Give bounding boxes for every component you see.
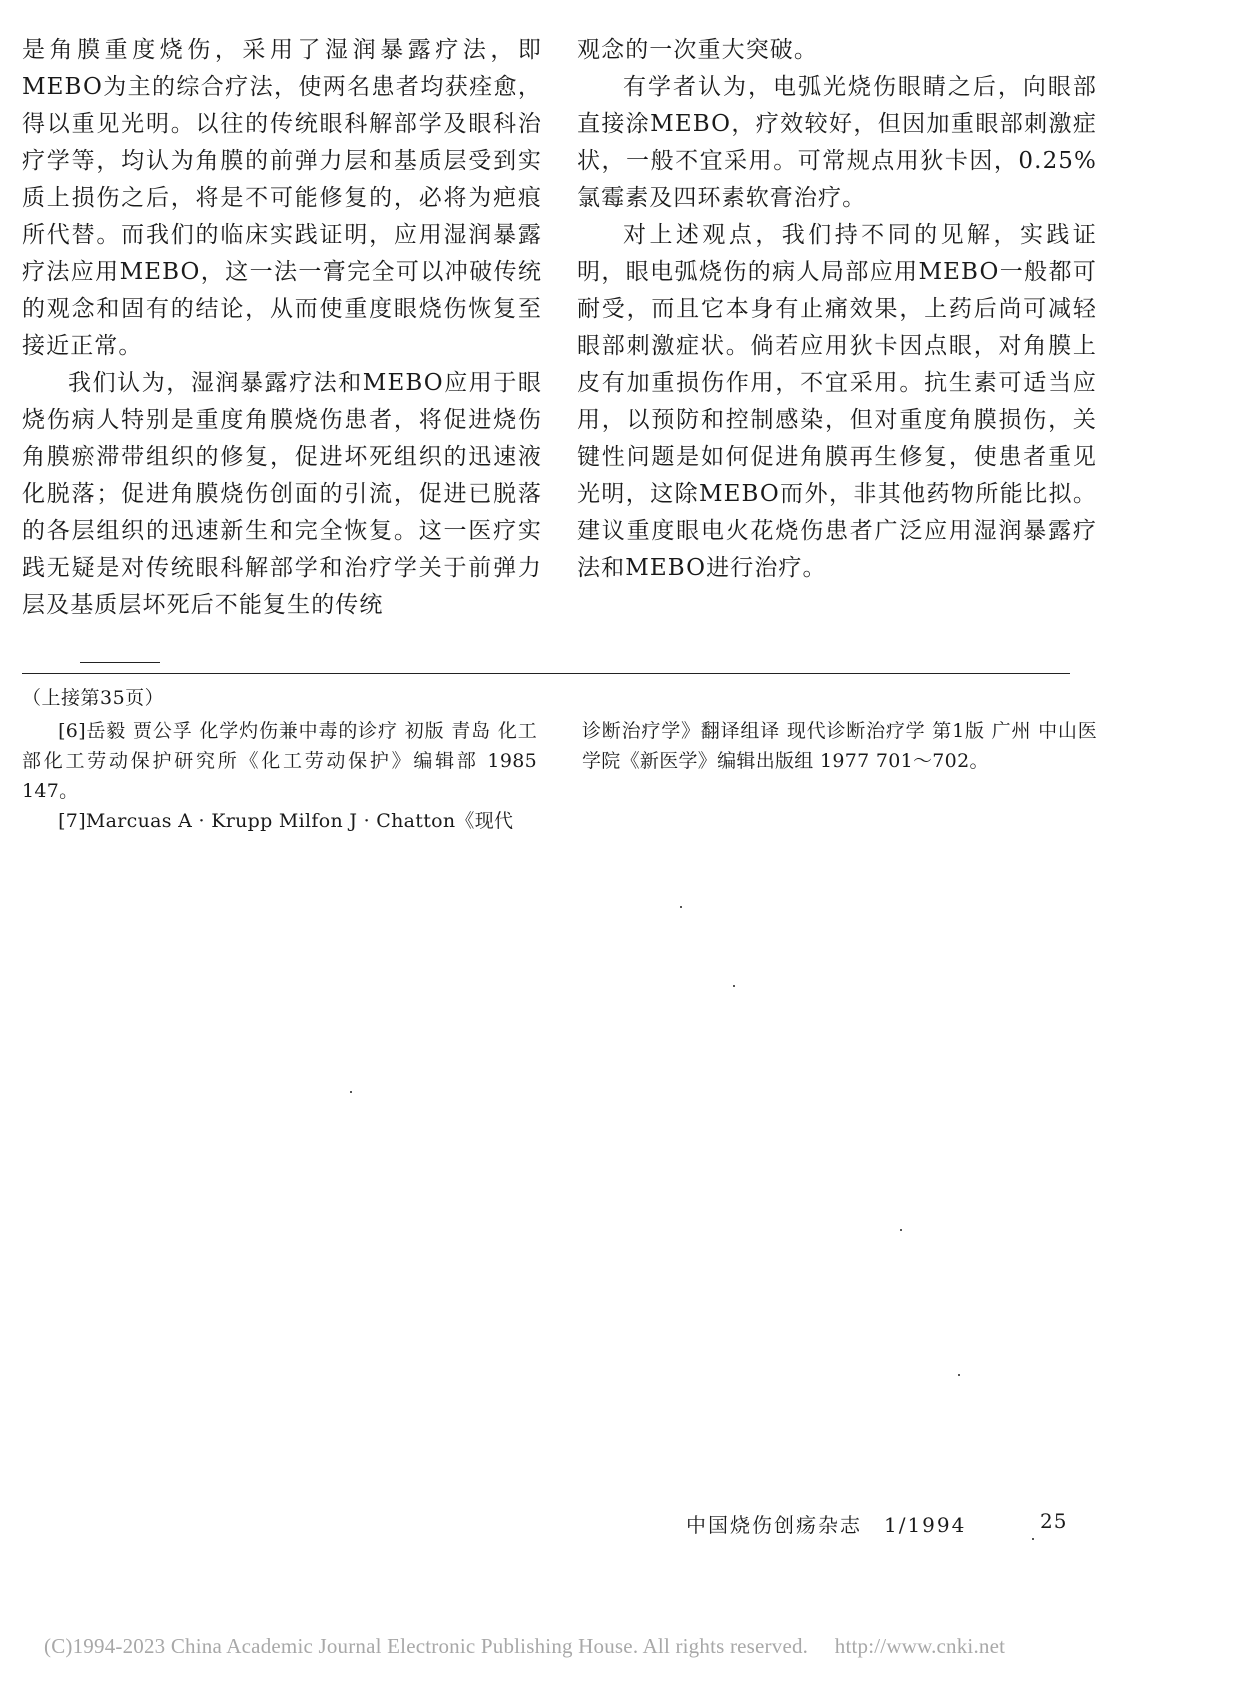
scan-speck — [733, 985, 735, 987]
copyright-watermark: (C)1994-2023 China Academic Journal Electronic Publishing House. All rights reserved. http://www.cnki.net — [44, 1634, 1006, 1658]
separator-rule-short — [80, 662, 160, 663]
article-paragraph: 我们认为，湿润暴露疗法和MEBO应用于眼烧伤病人特别是重度角膜烧伤患者，将促进烧伤角膜瘀滞带组织的修复，促进坏死组织的迅速液化脱落；促进角膜烧伤创面的引流，促进已脱落的各层组织的迅速新生和完全恢复。这一医疗实践无疑是对传统眼科解部学和治疗学关于前弹力层及基质层坏死后不能复生的传统 — [22, 370, 542, 618]
references-right-column — [582, 716, 1097, 776]
continued-note: （上接第35页） — [22, 687, 165, 709]
article-paragraph: 对上述观点，我们持不同的见解，实践证明，眼电弧烧伤的病人局部应用MEBO一般都可耐受，而且它本身有止痛效果，上药后尚可减轻眼部刺激症状。倘若应用狄卡因点眼，对角膜上皮有加重损伤作用，不宜采用。抗生素可适当应用，以预防和控制感染，但对重度角膜损伤，关键性问题是如何促进角膜再生修复，使患者重见光明，这除MEBO而外，非其他药物所能比拟。建议重度眼电火花烧伤患者广泛应用湿润暴露疗法和MEBO进行治疗。 — [577, 222, 1097, 581]
scan-speck — [1032, 1538, 1034, 1540]
reference-item: [6]岳毅 贾公孚 化学灼伤兼中毒的诊疗 初版 青岛 化工部化工劳动保护研究所《化工劳动保护》编辑部 1985 147。 — [22, 720, 537, 802]
scan-speck — [900, 1229, 902, 1231]
references-left-column — [22, 716, 537, 836]
scan-speck — [350, 1091, 352, 1093]
article-paragraph: 有学者认为，电弧光烧伤眼睛之后，向眼部直接涂MEBO，疗效较好，但因加重眼部刺激症状，一般不宜采用。可常规点用狄卡因，0.25%氯霉素及四环素软膏治疗。 — [577, 74, 1097, 211]
scan-speck — [680, 906, 682, 908]
separator-rule — [22, 673, 1070, 674]
article-left-column — [22, 32, 542, 624]
article-right-column — [577, 32, 1097, 587]
article-paragraph: 观念的一次重大突破。 — [577, 37, 818, 63]
reference-item: [7]Marcuas A · Krupp Milfon J · Chatton《现代 — [58, 810, 514, 832]
scan-speck — [958, 1374, 960, 1376]
journal-footer: 中国烧伤创疡杂志 1/1994 — [686, 1513, 967, 1537]
page-number: 25 — [1040, 1509, 1068, 1533]
reference-item-continued: 诊断治疗学》翻译组译 现代诊断治疗学 第1版 广州 中山医学院《新医学》编辑出版组 1977 701～702。 — [582, 720, 1097, 772]
article-paragraph: 是角膜重度烧伤，采用了湿润暴露疗法，即MEBO为主的综合疗法，使两名患者均获痊愈，得以重见光明。以往的传统眼科解部学及眼科治疗学等，均认为角膜的前弹力层和基质层受到实质上损伤之后，将是不可能修复的，必将为疤痕所代替。而我们的临床实践证明，应用湿润暴露疗法应用MEBO，这一法一膏完全可以冲破传统的观念和固有的结论，从而使重度眼烧伤恢复至接近正常。 — [22, 37, 542, 359]
